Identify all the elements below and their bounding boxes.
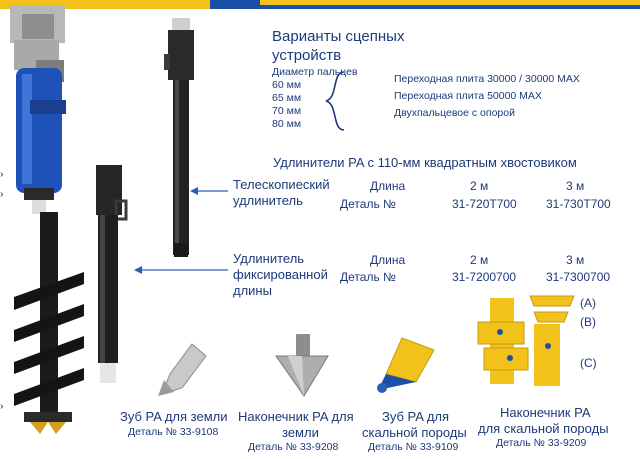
telescopic-name-line1: Телескопиеский — [233, 177, 330, 192]
edge-mark-2: › — [0, 188, 4, 200]
arrow-fixed — [134, 265, 230, 275]
header-strip — [0, 0, 640, 9]
rock-tooth-image — [372, 332, 442, 396]
telescopic-length-2m: 2 м — [470, 179, 489, 193]
fixed-length-2m: 2 м — [470, 253, 489, 267]
auger-drive-image — [0, 0, 80, 220]
pin-size: 80 мм — [272, 118, 302, 130]
part-number-rock-tooth: Деталь № 33-9109 — [368, 441, 459, 453]
telescopic-name-line2: удлинитель — [233, 193, 303, 208]
fixed-length-label: Длина — [370, 253, 406, 267]
telescopic-extension-image — [160, 18, 205, 263]
part-name-earth-pilot-1: Наконечник PA для — [238, 409, 354, 424]
fixed-length-3m: 3 м — [566, 253, 585, 267]
pin-size: 70 мм — [272, 105, 302, 117]
part-name-earth-pilot-2: земли — [282, 425, 319, 440]
telescopic-length-3m: 3 м — [566, 179, 585, 193]
part-number-rock-pilot: Деталь № 33-9209 — [496, 437, 587, 449]
pin-diameter-label: Диаметр пальцев — [272, 66, 358, 78]
fixed-name-line3: длины — [233, 283, 272, 298]
telescopic-part-label: Деталь № — [340, 197, 396, 211]
earth-tooth-image — [152, 340, 212, 400]
part-name-earth-tooth: Зуб PA для земли — [120, 409, 228, 424]
fixed-extension-image — [88, 165, 133, 390]
variant-label-a: (A) — [580, 296, 596, 310]
curly-brace-icon — [322, 70, 368, 132]
fixed-part-2m: 31-7200700 — [452, 270, 517, 284]
telescopic-part-2m: 31-720Т700 — [452, 197, 517, 211]
edge-mark-3: › — [0, 400, 4, 412]
extensions-heading: Удлинители PA с 110-мм квадратным хвостовиком — [273, 155, 577, 170]
coupling-title-line2: устройств — [272, 47, 342, 64]
coupling-option: Переходная плита 30000 / 30000 MAX — [394, 73, 580, 85]
part-number-earth-tooth: Деталь № 33-9108 — [128, 426, 219, 438]
arrow-telescopic — [190, 186, 230, 196]
part-name-rock-pilot-2: для скальной породы — [478, 421, 609, 436]
pin-size: 60 мм — [272, 79, 302, 91]
telescopic-length-label: Длина — [370, 179, 406, 193]
coupling-title-line1: Варианты сцепных — [272, 28, 405, 45]
part-name-rock-pilot-1: Наконечник PA — [500, 405, 591, 420]
part-name-rock-tooth-1: Зуб PA для — [382, 409, 450, 424]
coupling-option: Переходная плита 50000 MAX — [394, 90, 542, 102]
variant-label-b: (B) — [580, 315, 596, 329]
fixed-name-line1: Удлинитель — [233, 251, 305, 266]
auger-bit-image — [8, 212, 88, 437]
rock-tooth-variant-a-image — [528, 294, 578, 308]
fixed-part-3m: 31-7300700 — [546, 270, 611, 284]
rock-pilot-image — [470, 292, 580, 402]
fixed-part-label: Деталь № — [340, 270, 396, 284]
telescopic-part-3m: 31-730Т700 — [546, 197, 611, 211]
coupling-option: Двухпальцевое с опорой — [394, 107, 515, 119]
rock-tooth-variant-b-image — [532, 310, 572, 324]
fixed-name-line2: фиксированной — [233, 267, 328, 282]
part-number-earth-pilot: Деталь № 33-9208 — [248, 441, 339, 453]
part-name-rock-tooth-2: скальной породы — [362, 425, 467, 440]
pin-size: 65 мм — [272, 92, 302, 104]
variant-label-c: (C) — [580, 356, 597, 370]
edge-mark-1: › — [0, 168, 4, 180]
earth-pilot-image — [272, 334, 332, 398]
